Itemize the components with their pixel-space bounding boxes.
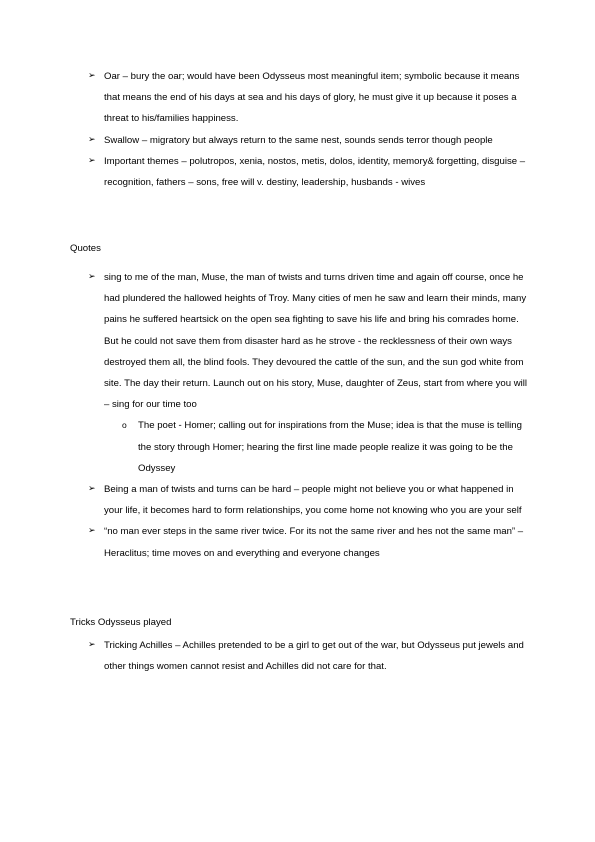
bullet-item-twists-turns xyxy=(88,479,528,521)
bullet-text: Swallow – migratory but always return to the same nest, sounds sends terror though people xyxy=(104,134,493,146)
bullet-item-heraclitus xyxy=(88,521,528,563)
bullet-item-themes xyxy=(88,151,528,193)
sub-bullet-list xyxy=(104,415,528,479)
bullet-item-achilles xyxy=(88,635,528,677)
bullet-list-quotes xyxy=(88,267,528,564)
bullet-item-opening-quote xyxy=(88,267,528,479)
bullet-item-swallow xyxy=(88,130,528,151)
sub-bullet-item-poet xyxy=(122,415,528,479)
sub-bullet-text: The poet - Homer; calling out for inspirations from the Muse; idea is that the muse is telling the story through Homer; hearing the first line made people realize it was going to be the Odyssey xyxy=(138,420,522,474)
bullet-text: Oar – bury the oar; would have been Odysseus most meaningful item; symbolic because it means that means the end of his days at sea and his days of glory, he must give it up because it poses a threat to his/families happiness. xyxy=(104,71,520,125)
bullet-text: Being a man of twists and turns can be hard – people might not believe you or what happened in your life, it becomes hard to form relationships, you come home not knowing who you are your self xyxy=(104,484,522,517)
section-heading-tricks: Tricks Odysseus played xyxy=(70,617,172,628)
bullet-text: Important themes – polutropos, xenia, nostos, metis, dolos, identity, memory& forgetting, disguise – recognition, fathers – sons, free will v. destiny, leadership, husbands - wives xyxy=(104,155,526,189)
section-heading-quotes: Quotes xyxy=(70,243,101,254)
bullet-item-oar xyxy=(88,66,528,130)
bullet-list-tricks xyxy=(88,635,528,677)
bullet-text: Tricking Achilles – Achilles pretended to be a girl to get out of the war, but Odysseus put jewels and other things women cannot resist and Achilles did not care for that. xyxy=(104,640,524,673)
bullet-text: “no man ever steps in the same river twice. For its not the same river and hes not the same man” – Heraclitus; time moves on and everything and everyone changes xyxy=(104,526,524,559)
bullet-list-symbols xyxy=(88,66,528,193)
bullet-text: sing to me of the man, Muse, the man of twists and turns driven time and again off course, once he had plundered the hallowed heights of Troy. Many cities of men he saw and learn their minds, many pains he suffered heartsick on the open sea fighting to save his life and bring his comrades home. But he could not save them from disaster hard as he strove - the recklessness of their own ways destroyed them all, the blind fools. They devoured the cattle of the sun, and the sun god white from site. The day their return. Launch out on his story, Muse, daughter of Zeus, start from where you will – sing for our time too xyxy=(104,272,528,411)
